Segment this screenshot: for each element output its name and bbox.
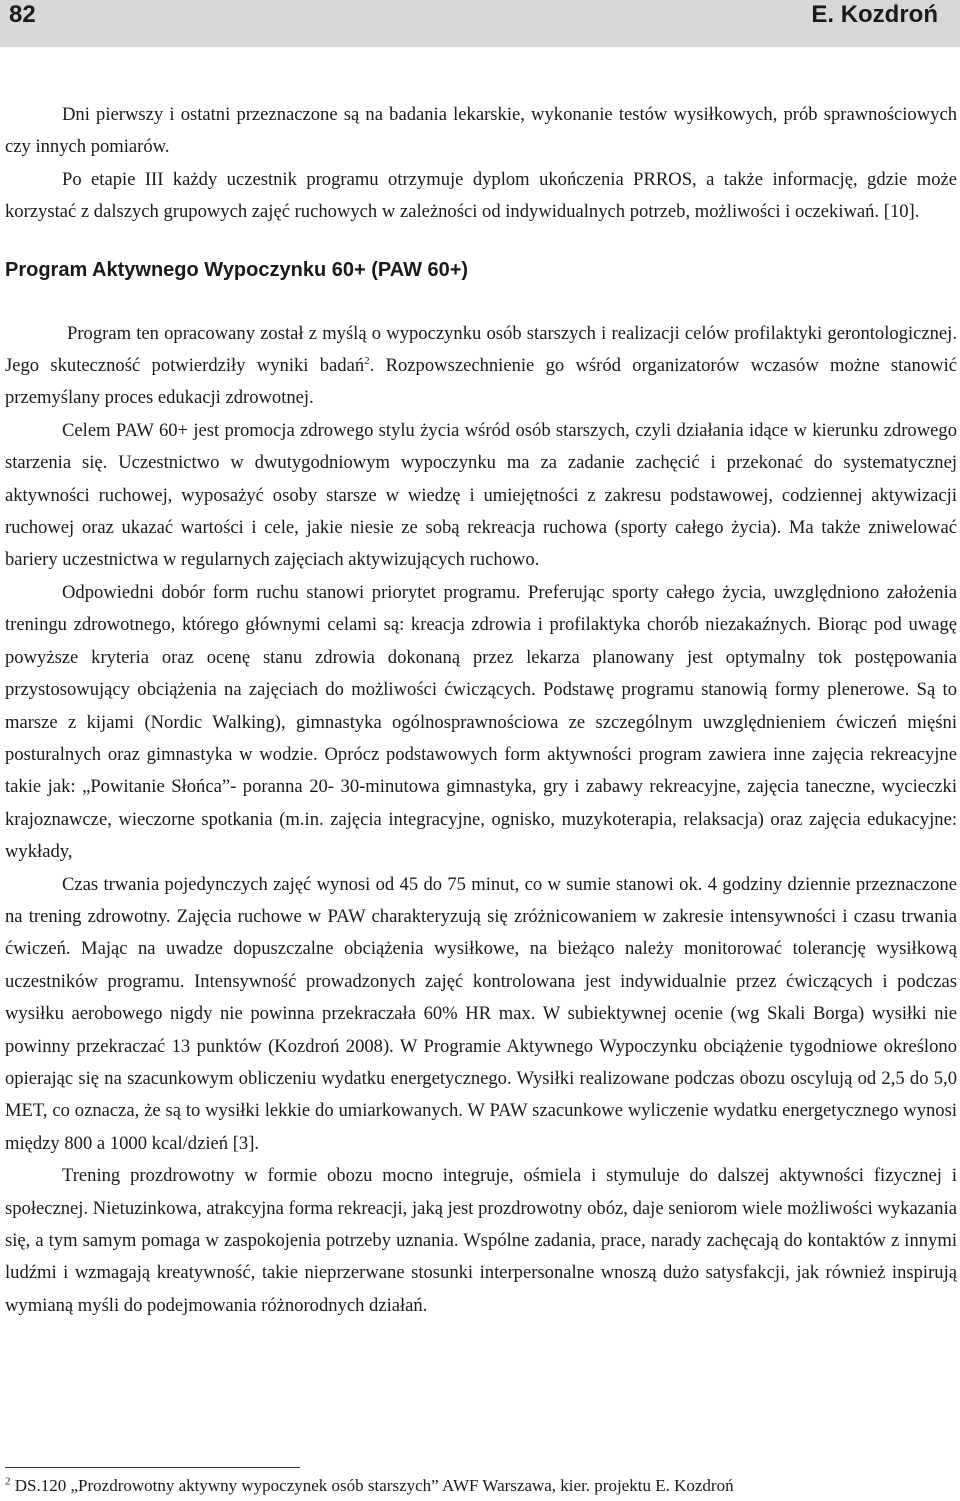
paragraph-1-text-a: Program ten opracowany został z myślą o wypoczynku osób starszych i realizacji celów profilaktyki gerontologicznej. Jego skuteczność potwierdziły wyniki badań	[5, 322, 957, 377]
section-paragraph-2: Celem PAW 60+ jest promocja zdrowego stylu życia wśród osób starszych, czyli działania idące w kierunku zdrowego starzenia się. Uczestnictwo w dwutygodniowym wypoczynku ma za zadanie zachęcić i przekonać do systematycznej aktywności ruchowej, wyposażyć osoby starsze w wiedzę i umiejętności z zakresu podstawowej, codziennej aktywizacji ruchowej oraz ukazać wartości i cele, jakie niesie ze sobą rekreacja ruchowa (sporty całego życia). Ma także zniwelować bariery uczestnictwa w regularnych zajęciach aktywizujących ruchowo.	[5, 419, 957, 571]
section-paragraph-5: Trening prozdrowotny w formie obozu mocno integruje, ośmiela i stymuluje do dalszej aktywności fizycznej i społecznej. Nietuzinkowa, atrakcyjna forma rekreacji, jaką jest prozdrowotny obóz, daje seniorom wiele możliwości wykazania się, a tym samym pomaga w zaspokojenia potrzeby uznania. Wspólne zadania, prace, narady zachęcają do kontaktów z innymi ludźmi i wzmagają kreatywność, takie nieprzerwane stosunki interpersonalne wnoszą dużo satysfakcji, jak również inspirują wymianą myśli do podejmowania różnorodnych działań.	[5, 1165, 957, 1316]
intro-paragraph-2: Po etapie III każdy uczestnik programu otrzymuje dyplom ukończenia PRROS, a także informację, gdzie może korzystać z dalszych grupowych zajęć ruchowych w zależności od indywidualnych potrzeb, możliwości i oczekiwań. [10].	[5, 168, 957, 223]
footnote-text: DS.120 „Prozdrowotny aktywny wypoczynek osób starszych” AWF Warszawa, kier. projektu E. Kozdroń	[10, 1476, 734, 1495]
section-paragraph-1	[5, 318, 957, 415]
running-head-author: E. Kozdroń	[811, 1, 938, 28]
running-header	[0, 0, 960, 47]
footnote	[5, 1474, 955, 1498]
body-text	[5, 99, 957, 1322]
paragraph-1-text-b: . Rozpowszechnienie go wśród organizatorów wczasów możne stanowić przemyślany proces edukacji zdrowotnej.	[5, 355, 958, 409]
page-number: 82	[9, 1, 36, 28]
footnote-ref: 2	[364, 354, 370, 367]
footnote-mark: 2	[5, 1475, 11, 1488]
section-paragraph-3: Odpowiedni dobór form ruchu stanowi priorytet programu. Preferując sporty całego życia, uwzględniono założenia treningu zdrowotnego, którego głównymi celami są: kreacja zdrowia i profilaktyka chorób niezakaźnych. Biorąc pod uwagę powyższe kryteria oraz ocenę stanu zdrowia dokonaną przez lekarza planowany jest optymalny tok postępowania przystosowujący obciążenia na zajęciach do możliwości ćwiczących. Podstawę programu stanowią formy plenerowe. Są to marsze z kijami (Nordic Walking), gimnastyka ogólnosprawnościowa ze szczególnym uwzględnieniem ćwiczeń mięśni posturalnych oraz gimnastyka w wodzie. Oprócz podstawowych form aktywności program zawiera inne zajęcia rekreacyjne takie jak: „Powitanie Słońca”- poranna 20- 30-minutowa gimnastyka, gry i zabawy rekreacyjne, zajęcia taneczne, wycieczki krajoznawcze, wieczorne spotkania (m.in. zajęcia integracyjne, ognisko, muzykoterapia, relaksacja) oraz zajęcia edukacyjne: wykłady,	[5, 581, 957, 863]
section-paragraph-4: Czas trwania pojedynczych zajęć wynosi od 45 do 75 minut, co w sumie stanowi ok. 4 godziny dziennie przeznaczone na trening zdrowotny. Zajęcia ruchowe w PAW charakteryzują się zróżnicowaniem w zakresie intensywności i czasu trwania ćwiczeń. Mając na uwadze dopuszczalne obciążenia wysiłkowe, na bieżąco należy monitorować tolerancję wysiłkową uczestników programu. Intensywność prowadzonych zajęć kontrolowana jest indywidualnie przez ćwiczących i podczas wysiłku aerobowego nigdy nie powinna przekraczała 60% HR max. W subiektywnej ocenie (wg Skali Borga) wysiłki nie powinny przekraczać 13 punktów (Kozdroń 2008). W Programie Aktywnego Wypoczynku obciążenie tygodniowe określono opierając się na szacunkowym obliczeniu wydatku energetycznego. Wysiłki realizowane podczas obozu oscylują od 2,5 do 5,0 MET, co oznacza, że są to wysiłki lekkie do umiarkowanych. W PAW szacunkowe wyliczenie wydatku energetycznego wynosi między 800 a 1000 kcal/dzień [3].	[5, 873, 957, 1154]
footnote-divider	[5, 1467, 300, 1468]
section-heading: Program Aktywnego Wypoczynku 60+ (PAW 60+)	[5, 258, 469, 281]
intro-paragraph-1: Dni pierwszy i ostatni przeznaczone są na badania lekarskie, wykonanie testów wysiłkowych, prób sprawnościowych czy innych pomiarów.	[5, 104, 957, 158]
